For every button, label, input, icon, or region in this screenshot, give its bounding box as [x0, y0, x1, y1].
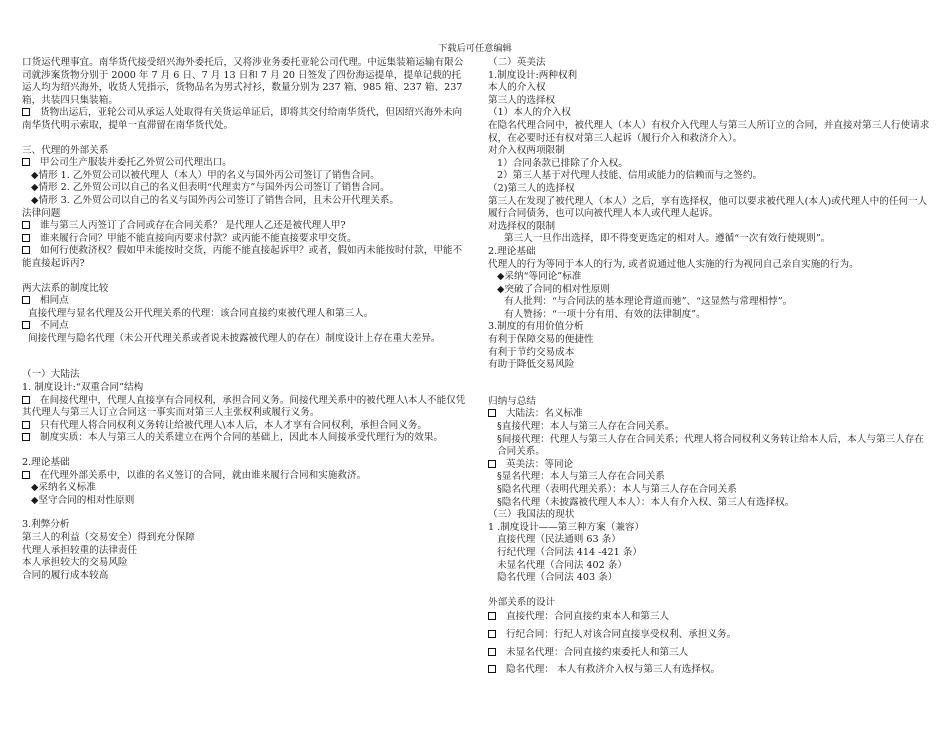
same-points-text: 直接代理与显名代理及公开代理关系的代理：该合同直接约束被代理人和第三人。 — [28, 307, 374, 319]
civil-law-theory-text: 在代理外部关系中，以谁的名义签订的合同，就由谁来履行合同和实施救济。 — [40, 469, 367, 481]
checkbox-square-icon — [22, 433, 30, 441]
case-scenario-2: ◆情形 2. 乙外贸公司以自己的名义但表明“代理卖方”与国外丙公司签订了销售合同。 — [31, 182, 390, 194]
comparison-title: 两大法系的制度比较 — [22, 282, 109, 294]
common-law-design: 1.制度设计:两种权利 — [488, 69, 578, 81]
right-column — [488, 57, 932, 677]
legal-question-3: 如何行使救济权？假如甲未能按时交货，丙能不能直接起诉甲？或者，假如丙未能按时付款，甲能不能直接起诉丙? — [22, 245, 463, 269]
external-design-item: 隐名代理： 本人有救济介入权与第三人有选择权。 — [506, 664, 721, 676]
legal-questions-title: 法律问题 — [22, 207, 61, 219]
election-limits-title: 对选择权的限制 — [488, 220, 556, 232]
common-law-value-line: 有利于节约交易成本 — [488, 346, 575, 358]
summary-common-law: 英美法：等同论 — [506, 458, 574, 470]
summary-civil-law: 大陆法：名义标准 — [506, 408, 583, 420]
china-law-title: （三）我国法的现状 — [488, 509, 575, 521]
civil-law-point-b: 只有代理人将合同权利义务转让给被代理人\本人后，本人才享有合同权利，承担合同义务。 — [40, 419, 427, 431]
checkbox-square-icon — [22, 234, 30, 242]
common-law-line: 本人的介入权 — [488, 82, 546, 94]
external-design-title: 外部关系的设计 — [488, 596, 556, 608]
checkbox-square-icon — [22, 158, 30, 166]
checkbox-square-icon — [488, 612, 496, 620]
common-law-theory-bullet: ◆突破了合同的相对性原则 — [497, 283, 610, 295]
civil-law-design: 1. 制度设计:“双重合同”结构 — [22, 382, 144, 394]
checkbox-square-icon — [22, 296, 30, 304]
summary-title: 归纳与总结 — [488, 395, 536, 407]
checkbox-square-icon — [488, 665, 496, 673]
common-law-value-line: 有助于降低交易风险 — [488, 359, 575, 371]
summary-common-law-item: §隐名代理（表明代理关系）：本人与第三人存在合同关系 — [497, 484, 737, 495]
checkbox-square-icon — [488, 630, 496, 638]
intervention-limit: 1）合同条款已排除了介入权。 — [497, 157, 628, 169]
civil-law-theory-bullet: ◆坚守合同的相对性原则 — [31, 494, 135, 506]
principal-intervention-title: （1）本人的介入权 — [488, 107, 571, 119]
civil-law-point-a: 在间接代理中，代理人直接享有合同权利，承担合同义务。间接代理关系中的被代理人\本人不能仅凭其代理人与第三人订立合同这一事实而对第三人主张权利或履行义务。 — [22, 394, 466, 419]
checkbox-square-icon — [488, 460, 496, 468]
external-design-item: 未显名代理：合同直接约束委托人和第三人 — [506, 646, 689, 658]
checkbox-square-icon — [488, 409, 496, 417]
checkbox-square-icon — [22, 471, 30, 479]
common-law-theory-bullet: ◆采纳“等同论”标准 — [497, 271, 582, 283]
external-design-item: 直接代理：合同直接约束本人和第三人 — [506, 611, 670, 623]
case-scenario-1: ◆情形 1. 乙外贸公司以被代理人（本人）甲的名义与国外丙公司签订了销售合同。 — [31, 169, 380, 181]
criticism-text: 有人批判：“与合同法的基本理论背道而驰”、“这显然与常理相悖”。 — [504, 296, 793, 308]
checkbox-square-icon — [22, 396, 30, 404]
intervention-limit: 2）第三人基于对代理人技能、信用或能力的信赖而与之签约。 — [497, 170, 763, 182]
china-law-item: 行纪代理（合同法 414 -421 条） — [497, 546, 642, 558]
china-law-item: 隐名代理（合同法 403 条） — [497, 572, 618, 584]
civil-law-theory-bullet: ◆采纳名义标准 — [31, 482, 96, 494]
china-law-design: 1 .制度设计——第三种方案（兼容） — [488, 521, 645, 533]
section-title: 三、代理的外部关系 — [22, 144, 109, 156]
civil-law-analysis-line: 本人承担较大的交易风险 — [22, 557, 128, 569]
checkbox-square-icon — [22, 421, 30, 429]
external-design-item: 行纪合同：行纪人对该合同直接享受权利、承担义务。 — [506, 628, 737, 640]
civil-law-analysis-line: 第三人的利益（交易安全）得到充分保障 — [22, 532, 195, 543]
principal-intervention-text: 在隐名代理合同中，被代理人（本人）有权介入代理人与第三人所订立的合同，并直接对第三人行使请求权，在必要时还有权对第三人起诉（履行介入和救济介入）。 — [488, 119, 930, 144]
checkbox-square-icon — [22, 246, 30, 254]
civil-law-title: （一）大陆法 — [22, 369, 80, 381]
case-intro: 口货运代理事宜。南华货代接受绍兴海外委托后，又将涉业务委托亚轮公司代理。中远集装箱运输有限公司就涉案货物分别于 2000 年 7 月 6 日、7 月 13 日和 7 月 20 日签发了四份海运提单，提单记载的托运人均为绍兴海外，收货人凭指示，货物品名为男式衬衫，数量分别为 237 箱、985 箱、237 箱、237 箱，共装四只集装箱。 — [22, 57, 464, 106]
left-column — [22, 57, 468, 582]
civil-law-analysis-line: 合同的履行成本较高 — [22, 569, 109, 581]
same-points-title: 相同点 — [40, 295, 69, 307]
election-limits-text: 第三人一旦作出选择，即不得变更选定的相对人。遵循“一次有效行使规则”。 — [504, 233, 831, 245]
common-law-line: 第三人的选择权 — [488, 94, 556, 106]
common-law-theory-title: 2.理论基础 — [488, 245, 536, 257]
intervention-limits-title: 对介入权两项限制 — [488, 145, 565, 157]
civil-law-point-c: 制度实质：本人与第三人的关系建立在两个合同的基础上，因此本人间接承受代理行为的效果。 — [40, 432, 443, 444]
third-party-election-title: （2)第三人的选择权 — [488, 182, 575, 194]
summary-civil-law-item: §间接代理：代理人与第三人存在合同关系；代理人将合同权利义务转让给本人后，本人与第三人存在合同关系。 — [497, 433, 924, 458]
case-text: 甲公司生产服装并委托乙外贸公司代理出口。 — [40, 157, 232, 169]
praise-text: 有人赞扬：“一项十分有用、有效的法律制度”。 — [504, 308, 706, 320]
legal-question-2: 谁来履行合同？甲能不能直接向丙要求付款？或丙能不能直接要求甲交货。 — [40, 232, 357, 244]
summary-civil-law-item: §直接代理：本人与第三人存在合同关系。 — [497, 421, 675, 433]
page-header: 下载后可任意编辑 — [438, 43, 512, 54]
civil-law-theory-title: 2.理论基础 — [22, 457, 70, 469]
civil-law-analysis-title: 3.利弊分析 — [22, 519, 70, 531]
summary-common-law-item: §隐名代理（未披露被代理人本人）：本人有介入权、第三人有选择权。 — [497, 496, 795, 508]
china-law-item: 未显名代理（合同法 402 条） — [497, 559, 627, 571]
case-intro-2: 货物出运后，亚轮公司从承运人处取得有关货运单证后，即将其交付给南华货代，但因绍兴海外未向南华货代明示索取，提单一直滞留在南华货代处。 — [22, 107, 463, 131]
common-law-theory-text: 代理人的行为等同于本人的行为, 或者说通过他人实施的行为视同自己亲自实施的行为。 — [488, 258, 859, 270]
legal-question-1: 谁与第三人丙签订了合同或存在合同关系？ 是代理人乙还是被代理人甲? — [40, 220, 346, 232]
checkbox-square-icon — [488, 648, 496, 656]
case-scenario-3: ◆情形 3. 乙外贸公司以自己的名义与国外丙公司签订了销售合同，且未公开代理关系。 — [31, 194, 400, 206]
checkbox-square-icon — [22, 321, 30, 329]
checkbox-square-icon — [22, 108, 30, 116]
common-law-title: （二）英美法 — [488, 57, 546, 68]
differences-title: 不同点 — [40, 320, 69, 332]
common-law-value-line: 有利于保障交易的便捷性 — [488, 334, 594, 346]
common-law-value-title: 3.制度的有用价值分析 — [488, 321, 584, 333]
checkbox-square-icon — [22, 221, 30, 229]
china-law-item: 直接代理（民法通则 63 条） — [497, 534, 621, 546]
civil-law-analysis-line: 代理人承担较重的法律责任 — [22, 544, 138, 556]
differences-text: 间接代理与隐名代理（未公开代理关系或者说未披露被代理人的存在）制度设计上存在重大差异。 — [28, 332, 441, 344]
summary-common-law-item: §显名代理：本人与第三人存在合同关系 — [497, 471, 665, 483]
third-party-election-text: 第三人在发现了被代理人（本人）之后，享有选择权，他可以要求被代理人(本人)或代理人中的任何一人履行合同债务，也可以向被代理人本人或代理人起诉。 — [488, 195, 928, 220]
